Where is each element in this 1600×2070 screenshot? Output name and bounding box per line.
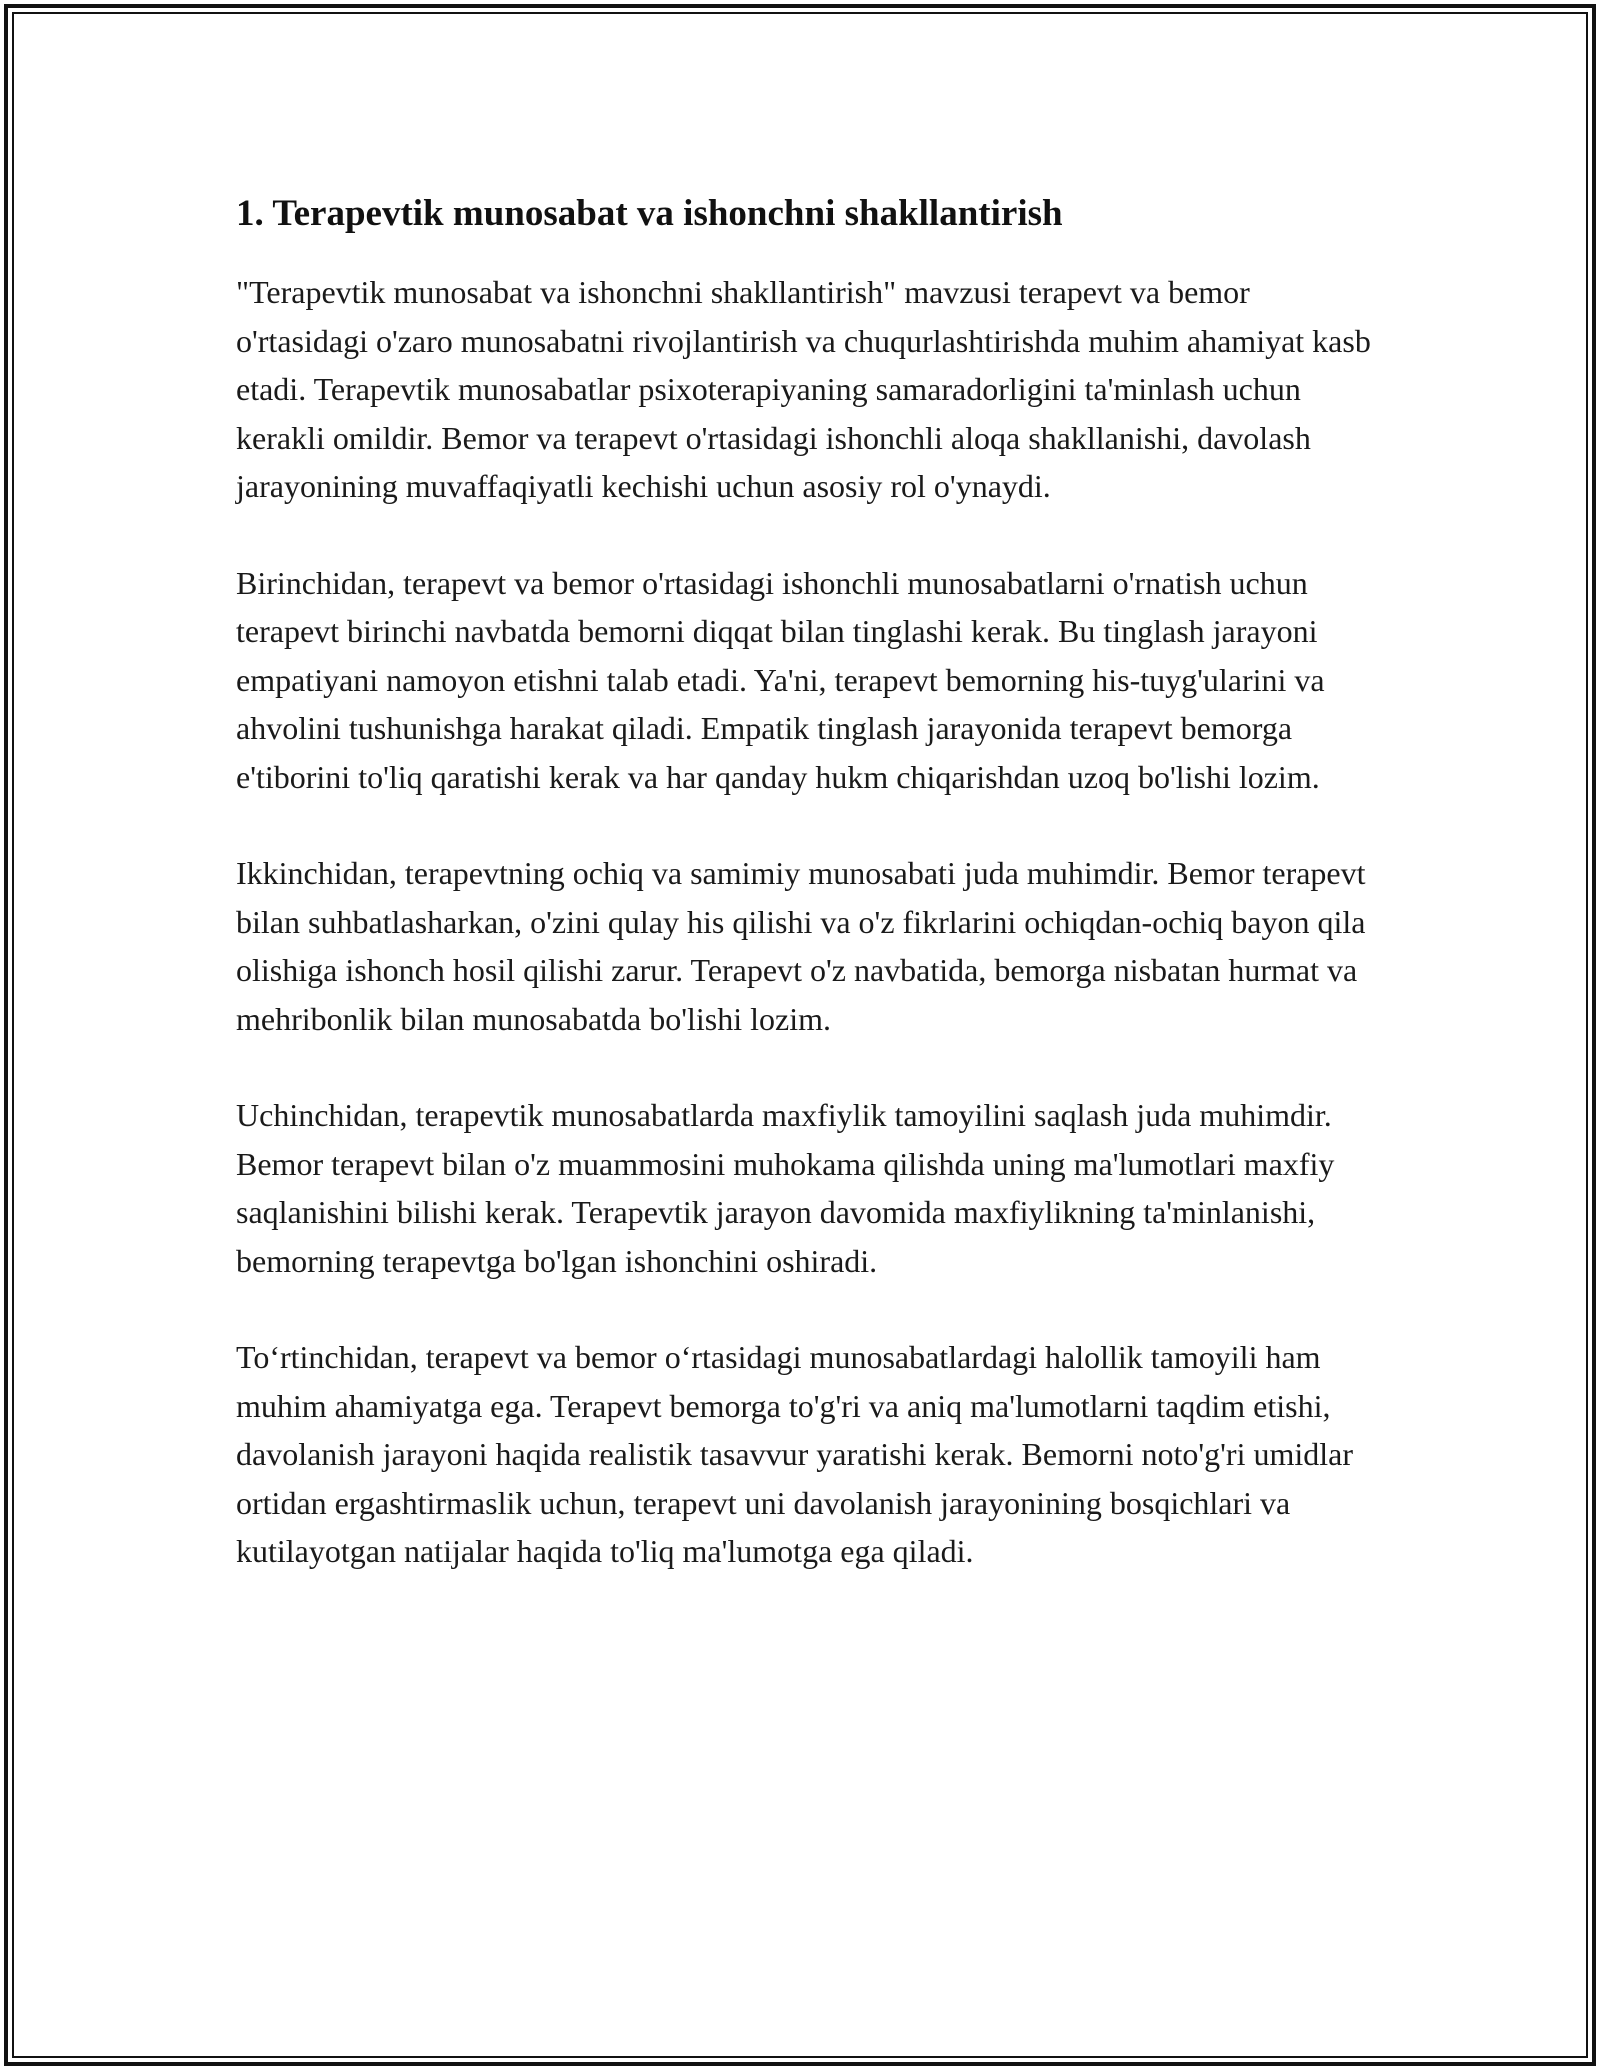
paragraph-intro: "Terapevtik munosabat va ishonchni shakllantirish" mavzusi terapevt va bemor o'rtasidagi o'zaro munosabatni rivojlantirish va chuqurlashtirishda muhim ahamiyat kasb etadi. Terapevtik munosabatlar psixoterapiyaning samaradorligini ta'minlash uchun kerakli omildir. Bemor va terapevt o'rtasidagi ishonchli aloqa shakllanishi, davolash jarayonining muvaffaqiyatli kechishi uchun asosiy rol o'ynaydi.: [236, 274, 1371, 504]
paragraph-fourth: To‘rtinchidan, terapevt va bemor o‘rtasidagi munosabatlardagi halollik tamoyili ham muhim ahamiyatga ega. Terapevt bemorga to'g'ri va aniq ma'lumotlarni taqdim etishi, davolanish jarayoni haqida realistik tasavvur yaratishi kerak. Bemorni noto'g'ri umidlar ortidan ergashtirmaslik uchun, terapevt uni davolanish jarayonining bosqichlari va kutilayotgan natijalar haqida to'liq ma'lumotga ega qiladi.: [236, 1339, 1353, 1569]
paragraph-first: Birinchidan, terapevt va bemor o'rtasidagi ishonchli munosabatlarni o'rnatish uchun terapevt birinchi navbatda bemorni diqqat bilan tinglashi kerak. Bu tinglash jarayoni empatiyani namoyon etishni talab etadi. Ya'ni, terapevt bemorning his-tuyg'ularini va ahvolini tushunishga harakat qiladi. Empatik tinglash jarayonida terapevt bemorga e'tiborini to'liq qaratishi kerak va har qanday hukm chiqarishdan uzoq bo'lishi lozim.: [236, 564, 1325, 795]
paragraph-third: Uchinchidan, terapevtik munosabatlarda maxfiylik tamoyilini saqlash juda muhimdir. Bemor terapevt bilan o'z muammosini muhokama qilishda uning ma'lumotlari maxfiy saqlanishini bilishi kerak. Terapevtik jarayon davomida maxfiylikning ta'minlanishi, bemorning terapevtga bo'lgan ishonchini oshiradi.: [236, 1097, 1335, 1279]
paragraph-second: Ikkinchidan, terapevtning ochiq va samimiy munosabati juda muhimdir. Bemor terapevt bilan suhbatlasharkan, o'zini qulay his qilishi va o'z fikrlarini ochiqdan-ochiq bayon qila olishiga ishonch hosil qilishi zarur. Terapevt o'z navbatida, bemorga nisbatan hurmat va mehribonlik bilan munosabatda bo'lishi lozim.: [236, 855, 1366, 1037]
document-body: [236, 186, 1376, 1624]
section-heading: 1. Terapevtik munosabat va ishonchni shakllantirish: [236, 193, 1063, 234]
